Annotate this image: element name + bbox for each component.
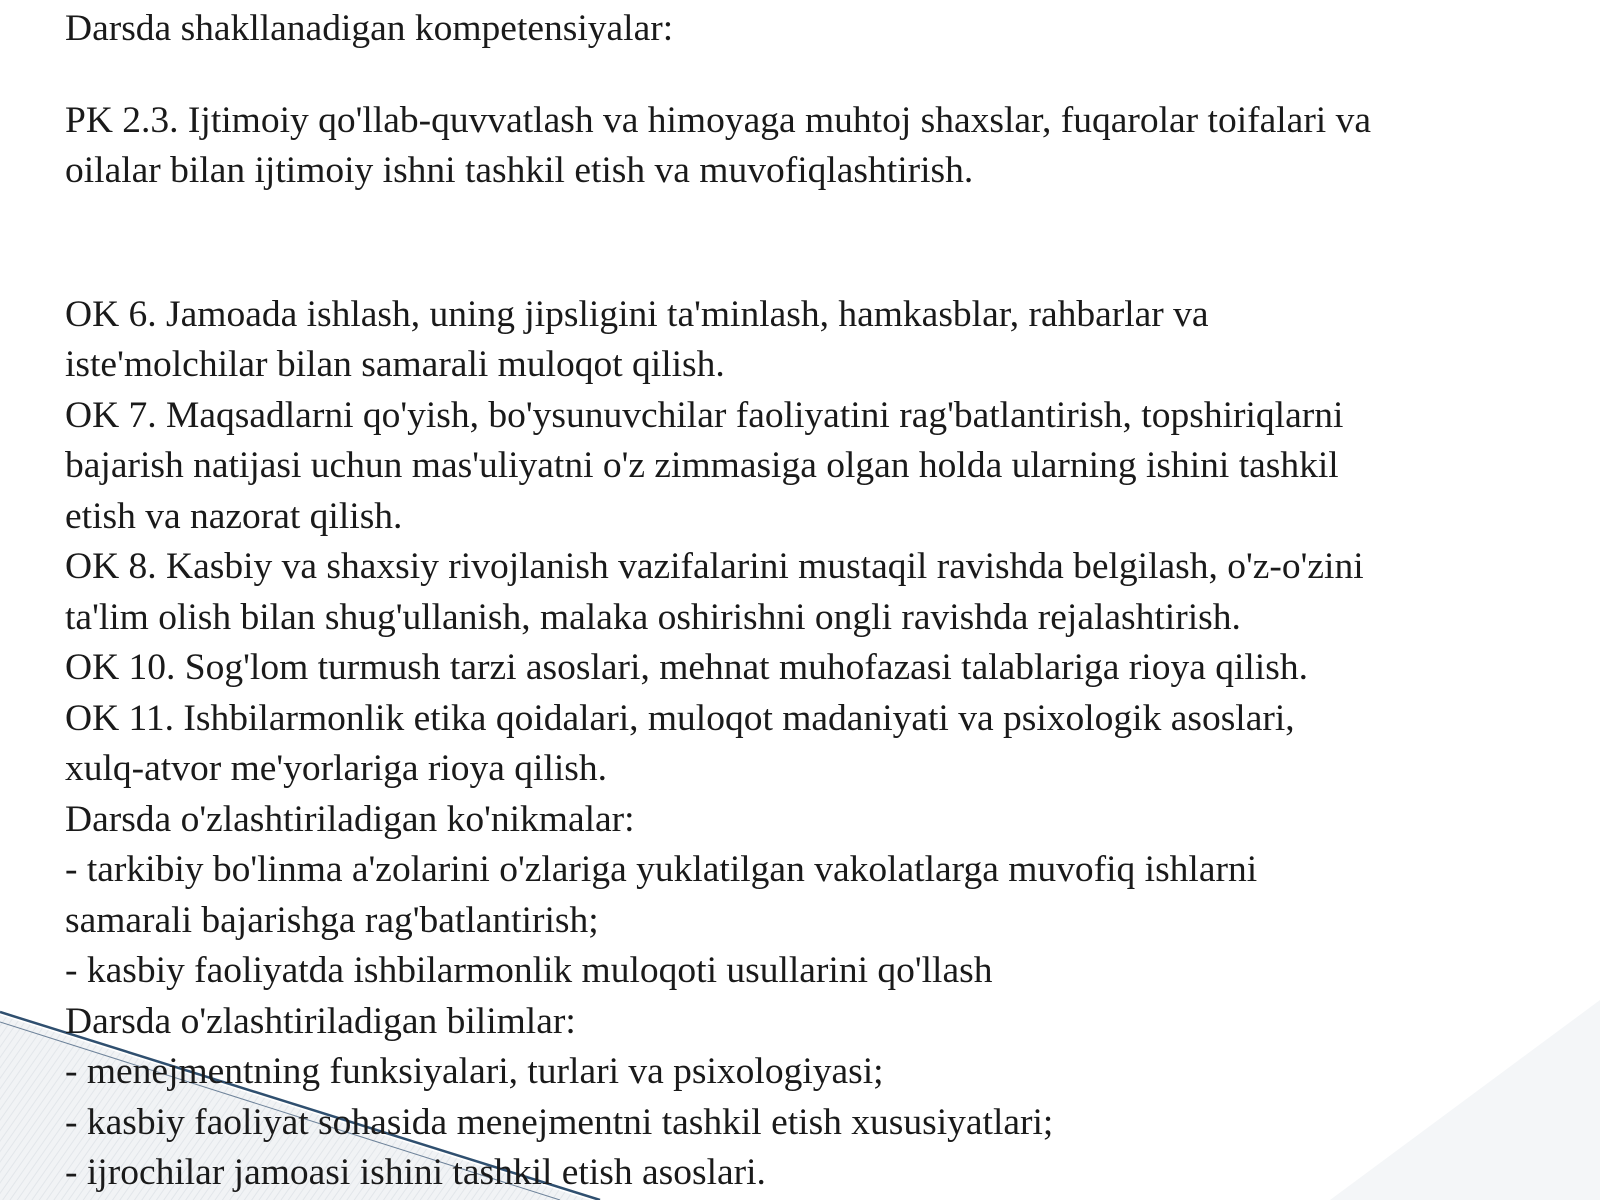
text-line: - ijrochilar jamoasi ishini tashkil etish asoslari.: [65, 1152, 766, 1193]
heading-knowledge: Darsda o'zlashtiriladigan bilimlar:: [65, 1000, 576, 1042]
slide-text-body: [65, 4, 1555, 1199]
text-line: oilalar bilan ijtimoiy ishni tashkil etish va muvofiqlashtirish.: [65, 150, 974, 191]
heading-competencies: Darsda shakllanadigan kompetensiyalar:: [65, 8, 674, 49]
text-line: OK 7. Maqsadlarni qo'yish, bo'ysunuvchilar faoliyatini rag'batlantirish, topshiriqlarni: [65, 394, 1344, 436]
text-line: iste'molchilar bilan samarali muloqot qilish.: [65, 344, 725, 385]
text-line: OK 10. Sog'lom turmush tarzi asoslari, mehnat muhofazasi talablariga rioya qilish.: [65, 647, 1308, 688]
text-line: samarali bajarishga rag'batlantirish;: [65, 899, 599, 941]
text-line: ta'lim olish bilan shug'ullanish, malaka oshirishni ongli ravishda rejalashtirish.: [65, 596, 1241, 638]
text-line: OK 6. Jamoada ishlash, uning jipsligini ta'minlash, hamkasblar, rahbarlar va: [65, 293, 1209, 335]
text-line: PK 2.3. Ijtimoiy qo'llab-quvvatlash va himoyaga muhtoj shaxslar, fuqarolar toifalari va: [65, 99, 1371, 141]
heading-skills: Darsda o'zlashtiriladigan ko'nikmalar:: [65, 798, 635, 840]
text-line: xulq-atvor me'yorlariga rioya qilish.: [65, 748, 608, 789]
text-line: - menejmentning funksiyalari, turlari va psixologiyasi;: [65, 1051, 884, 1092]
text-line: - kasbiy faoliyat sohasida menejmentni tashkil etish xususiyatlari;: [65, 1101, 1054, 1143]
text-line: etish va nazorat qilish.: [65, 495, 403, 537]
text-line: - tarkibiy bo'linma a'zolarini o'zlariga yuklatilgan vakolatlarga muvofiq ishlarni: [65, 849, 1258, 890]
text-line: bajarish natijasi uchun mas'uliyatni o'z zimmasiga olgan holda ularning ishini tashkil: [65, 445, 1339, 486]
text-line: - kasbiy faoliyatda ishbilarmonlik muloqoti usullarini qo'llash: [65, 950, 993, 991]
text-line: OK 8. Kasbiy va shaxsiy rivojlanish vazifalarini mustaqil ravishda belgilash, o'z-o'zini: [65, 546, 1364, 587]
text-line: OK 11. Ishbilarmonlik etika qoidalari, muloqot madaniyati va psixologik asoslari,: [65, 697, 1295, 739]
